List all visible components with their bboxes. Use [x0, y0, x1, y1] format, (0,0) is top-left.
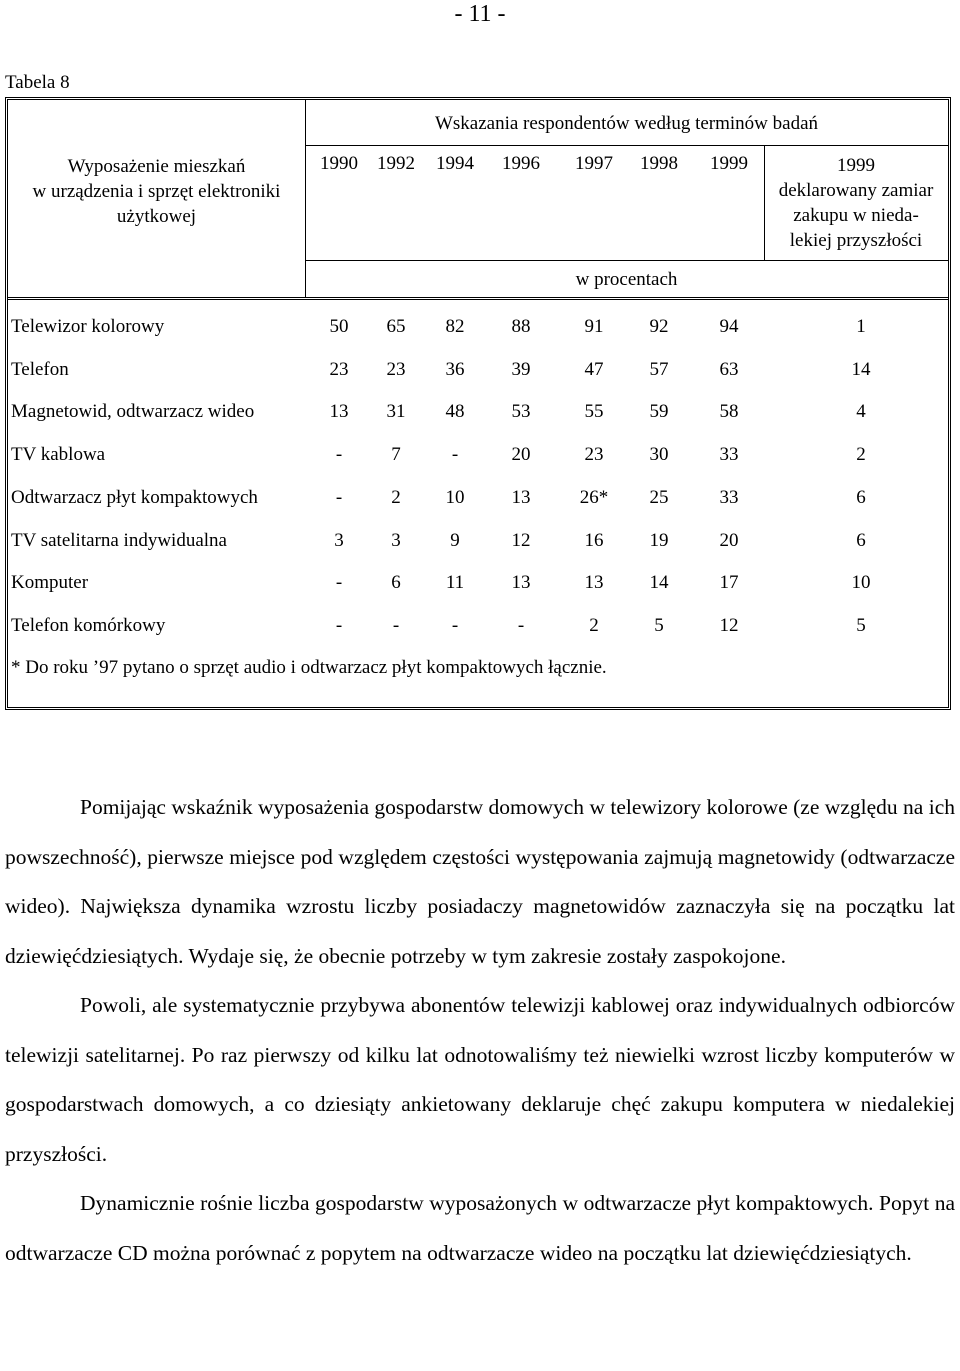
table-cell: 2: [589, 614, 599, 636]
group-header: Wskazania respondentów według terminów badań: [434, 113, 819, 134]
table-cell: 5: [856, 614, 866, 636]
table-cell: 7: [391, 444, 401, 466]
table-cell: 12: [511, 529, 531, 551]
table-cell: 65: [386, 316, 406, 337]
table-row-label: Magnetowid, odtwarzacz wideo: [11, 401, 255, 423]
table-cell: 50: [329, 316, 349, 337]
year-header: 1999: [710, 153, 748, 174]
table-cell: 23: [386, 358, 406, 380]
table-cell: 20: [511, 444, 531, 466]
table-cell: 26*: [579, 486, 609, 508]
group-header-rule: [305, 145, 948, 146]
table-cell: 20: [719, 529, 739, 551]
year-header: 1996: [502, 153, 540, 174]
row-header: [8, 154, 305, 229]
table-row-label: Telefon komórkowy: [11, 614, 166, 636]
table-cell: 17: [719, 572, 739, 594]
table-cell: 36: [445, 358, 465, 380]
table-cell: 2: [856, 444, 866, 466]
table-footnote: * Do roku ’97 pytano o sprzęt audio i odtwarzacz płyt kompaktowych łącznie.: [11, 657, 607, 678]
table-cell: -: [392, 614, 400, 636]
table-cell: 23: [329, 358, 349, 380]
table-cell: 3: [391, 529, 401, 551]
table-cell: 82: [445, 316, 465, 337]
table-cell: 19: [649, 529, 669, 551]
table-row-label: Komputer: [11, 572, 89, 594]
unit-label: w procentach: [575, 269, 678, 290]
table-cell: 48: [445, 401, 465, 423]
table-cell: 16: [584, 529, 604, 551]
table-cell: 11: [445, 572, 465, 594]
table-cell: 30: [649, 444, 669, 466]
table-cell: -: [451, 444, 459, 466]
table-cell: 57: [649, 358, 669, 380]
year-header: 1997: [575, 153, 613, 174]
paragraph: Powoli, ale systematycznie przybywa abonentów telewizji kablowej oraz indywidualnych odbiorców telewizji satelitarnej. Po raz pierwszy od kilku lat odnotowaliśmy też niewielki wzrost liczby komputerów w gospodarstwach domowych, a co dziesiąty ankietowany deklaruje chęć zakupu komputera w niedalekiej przyszłości.: [5, 993, 955, 1166]
table-cell: 94: [719, 316, 739, 337]
table-cell: 6: [391, 572, 401, 594]
year-header: 1994: [436, 153, 474, 174]
last-column-header-line: 1999: [837, 155, 875, 176]
table-cell: -: [451, 614, 459, 636]
table-cell: 63: [719, 358, 739, 380]
table-row-label: Telewizor kolorowy: [11, 316, 165, 337]
paragraph: Dynamicznie rośnie liczba gospodarstw wyposażonych w odtwarzacze płyt kompaktowych. Popyt na odtwarzacze CD można porównać z popytem na odtwarzacze wideo na początku lat dziewięćdziesiątych.: [5, 1191, 955, 1265]
table-cell: 59: [649, 401, 669, 423]
table-cell: 39: [511, 358, 531, 380]
table-cell: 25: [649, 486, 669, 508]
header-body-rule: [8, 297, 948, 300]
table-cell: 88: [511, 316, 531, 337]
row-header-line: w urządzenia i sprzęt elektroniki: [32, 181, 281, 202]
table-cell: 9: [450, 529, 460, 551]
table-cell: 14: [649, 572, 669, 594]
page-number: - 11 -: [454, 1, 506, 27]
table-cell: 12: [719, 614, 739, 636]
table-cell: 33: [719, 486, 739, 508]
table-cell: 13: [584, 572, 604, 594]
table-cell: 3: [334, 529, 344, 551]
year-header: 1990: [320, 153, 358, 174]
body-text: [5, 783, 955, 1278]
table-row-label: Telefon: [11, 358, 69, 380]
table-cell: 33: [719, 444, 739, 466]
table-cell: 5: [654, 614, 664, 636]
table-row-label: Odtwarzacz płyt kompaktowych: [11, 486, 258, 508]
table-cell: -: [335, 444, 343, 466]
table-cell: 13: [329, 401, 349, 423]
table-cell: 6: [856, 529, 866, 551]
year-header: 1992: [377, 153, 415, 174]
table-cell: 4: [856, 401, 866, 423]
last-column-header: [764, 153, 948, 253]
row-header-line: Wyposażenie mieszkań: [67, 156, 246, 177]
last-column-header-line: lekiej przyszłości: [789, 230, 923, 251]
year-header: 1998: [640, 153, 678, 174]
unit-row-rule: [305, 260, 948, 261]
last-column-header-line: deklarowany zamiar: [778, 180, 934, 201]
table-cell: 1: [856, 316, 866, 337]
table-cell: 2: [391, 486, 401, 508]
table-cell: 13: [511, 486, 531, 508]
table-cell: 13: [511, 572, 531, 594]
table-caption: Tabela 8: [5, 72, 70, 93]
table-cell: 10: [445, 486, 465, 508]
table-cell: 92: [649, 316, 669, 337]
table-cell: -: [335, 572, 343, 594]
table-cell: -: [335, 486, 343, 508]
table-cell: 53: [511, 401, 531, 423]
table-cell: -: [517, 614, 525, 636]
table-cell: 6: [856, 486, 866, 508]
table-cell: -: [335, 614, 343, 636]
table-cell: 58: [719, 401, 739, 423]
table-row-label: TV satelitarna indywidualna: [11, 529, 227, 551]
table-cell: 91: [584, 316, 604, 337]
table-row-label: TV kablowa: [11, 444, 106, 466]
table-cell: 47: [584, 358, 604, 380]
row-header-line: użytkowej: [116, 206, 197, 227]
table-cell: 10: [851, 572, 871, 594]
table-cell: 23: [584, 444, 604, 466]
table-cell: 14: [851, 358, 871, 380]
table-cell: 31: [386, 401, 406, 423]
last-column-header-line: zakupu w nieda-: [793, 205, 919, 226]
table-cell: 55: [584, 401, 604, 423]
paragraph: Pomijając wskaźnik wyposażenia gospodarstw domowych w telewizory kolorowe (ze względu na ich powszechność), pierwsze miejsce pod względem częstości występowania zajmują magnetowidy (odtwarzacze wideo). Największa dynamika wzrostu liczby posiadaczy magnetowidów zaznaczyła się na początku lat dziewięćdziesiątych. Wydaje się, że obecnie potrzeby w tym zakresie zostały zaspokojone.: [5, 795, 955, 968]
